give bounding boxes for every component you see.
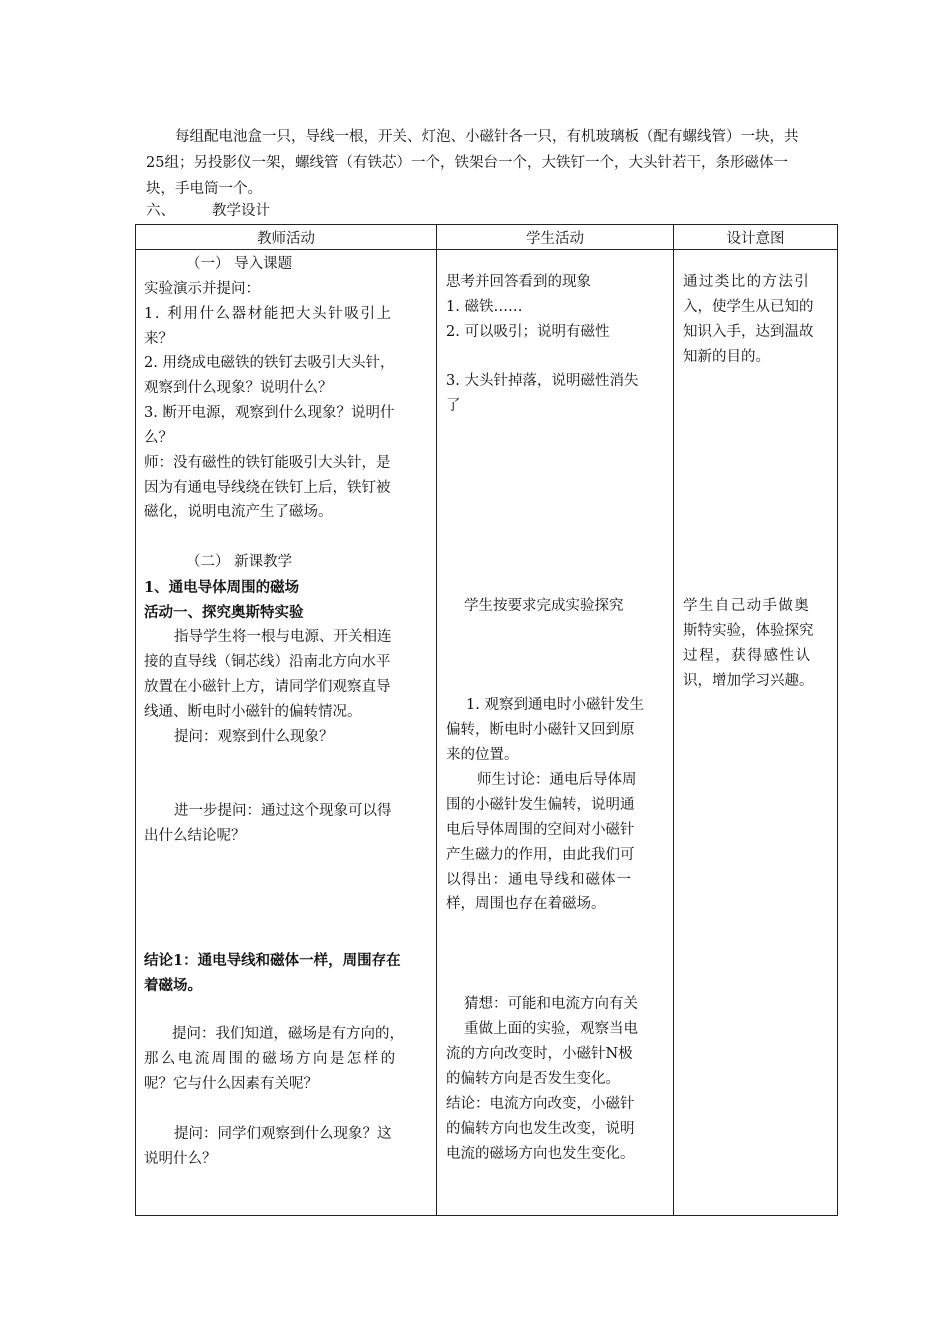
student-line: 围的小磁针发生偏转，说明通 (446, 797, 635, 813)
intent-line: 学生自己动手做奥 (683, 598, 811, 614)
student-line: 电后导体周围的空间对小磁针 (446, 822, 635, 838)
teacher-activity-cell (136, 250, 437, 1216)
student-line: 的偏转方向是否发生变化。 (446, 1071, 620, 1087)
design-intent-cell (674, 250, 838, 1216)
section-title: 教学设计 (212, 203, 270, 219)
student-line: 猜想：可能和电流方向有关 (464, 996, 638, 1012)
teacher-line: 那么电流周围的磁场方向是怎样的 (144, 1051, 398, 1067)
intent-line: 知识入手，达到温故 (683, 324, 814, 340)
table-header-row (136, 225, 838, 250)
header-student: 学生活动 (437, 225, 674, 250)
section-heading (146, 198, 270, 224)
student-line: 流的方向改变时，小磁针N极 (446, 1046, 633, 1062)
teacher-line: 提问：我们知道，磁场是有方向的， (172, 1026, 404, 1042)
teacher-heading: 1、通电导体周围的磁场 (144, 579, 300, 596)
section-number: 六、 (146, 203, 175, 219)
student-line: 结论：电流方向改变，小磁针 (446, 1096, 635, 1112)
teaching-design-table (135, 224, 838, 1216)
student-line: 产生磁力的作用，由此我们可 (446, 847, 635, 863)
teacher-line: 出什么结论呢？ (144, 828, 246, 844)
student-line: 3. 大头针掉落，说明磁性消失 (446, 373, 639, 389)
student-line: 了 (446, 398, 461, 414)
teacher-line: 么？ (144, 430, 173, 446)
intent-line: 入，使学生从已知的 (683, 299, 814, 315)
header-teacher: 教师活动 (136, 225, 437, 250)
student-line: 来的位置。 (446, 747, 519, 763)
teacher-line: 师：没有磁性的铁钉能吸引大头针，是 (144, 455, 391, 471)
conclusion-line: 着磁场。 (144, 977, 202, 994)
student-line: 师生讨论：通电后导体周 (477, 772, 637, 788)
intro-paragraph: 每组配电池盒一只，导线一根，开关、灯泡、小磁针各一只，有机玻璃板（配有螺线管）一块，共25组；另投影仪一架，螺线管（有铁芯）一个，铁架台一个，大铁钉一个，大头针若干，条形磁体一块，手电筒一个。 (146, 129, 799, 197)
teacher-line: 指导学生将一根与电源、开关相连 (174, 629, 392, 645)
teacher-line: 进一步提问：通过这个现象可以得 (174, 803, 392, 819)
student-line: 1. 磁铁…… (446, 299, 523, 315)
student-line: 2. 可以吸引；说明有磁性 (446, 324, 610, 340)
student-activity-cell (437, 250, 674, 1216)
student-line: 的偏转方向也发生改变，说明 (446, 1121, 635, 1137)
teacher-line: （一） 导入课题 (186, 256, 293, 272)
teacher-heading: 活动一、探究奥斯特实验 (144, 604, 304, 621)
teacher-line: 来？ (144, 331, 173, 347)
teacher-line: 磁化，说明电流产生了磁场。 (144, 504, 333, 520)
teacher-line: 观察到什么现象？说明什么？ (144, 380, 333, 396)
teacher-line: 3. 断开电源，观察到什么现象？说明什 (144, 405, 395, 421)
teacher-line: 呢？它与什么因素有关呢？ (144, 1076, 318, 1092)
student-line: 以得出：通电导线和磁体一 (446, 872, 632, 888)
teacher-line: 实验演示并提问： (144, 281, 260, 297)
header-intent: 设计意图 (674, 225, 838, 250)
teacher-line: 因为有通电导线绕在铁钉上后，铁钉被 (144, 480, 391, 496)
intent-line: 知新的目的。 (683, 349, 770, 365)
teacher-line: 接的直导线（铜芯线）沿南北方向水平 (144, 654, 391, 670)
student-line: 学生按要求完成实验探究 (464, 598, 624, 614)
teacher-line: 提问：同学们观察到什么现象？这 (174, 1126, 392, 1142)
teacher-line: 放置在小磁针上方，请同学们观察直导 (144, 679, 391, 695)
conclusion-line: 结论1：通电导线和磁体一样，周围存在 (144, 952, 401, 969)
intent-line: 识，增加学习兴趣。 (683, 673, 814, 689)
teacher-line: 1. 利用什么器材能把大头针吸引上 (144, 306, 393, 322)
student-line: 电流的磁场方向也发生变化。 (446, 1146, 635, 1162)
intent-line: 通过类比的方法引 (683, 274, 811, 290)
table-row (136, 250, 838, 1216)
student-line: 思考并回答看到的现象 (446, 274, 591, 290)
teacher-line: 提问：观察到什么现象？ (174, 729, 334, 745)
teacher-line: 说明什么？ (144, 1151, 217, 1167)
student-line: 1. 观察到通电时小磁针发生 (466, 697, 644, 713)
intent-line: 过程，获得感性认 (683, 648, 812, 664)
teacher-line: （二） 新课教学 (186, 554, 293, 570)
teacher-line: 线通、断电时小磁针的偏转情况。 (144, 704, 362, 720)
student-line: 偏转，断电时小磁针又回到原 (446, 722, 635, 738)
student-line: 样，周围也存在着磁场。 (446, 896, 606, 912)
student-line: 重做上面的实验，观察当电 (464, 1021, 638, 1037)
intent-line: 斯特实验，体验探究 (683, 623, 814, 639)
teacher-line: 2. 用绕成电磁铁的铁钉去吸引大头针， (144, 355, 395, 371)
